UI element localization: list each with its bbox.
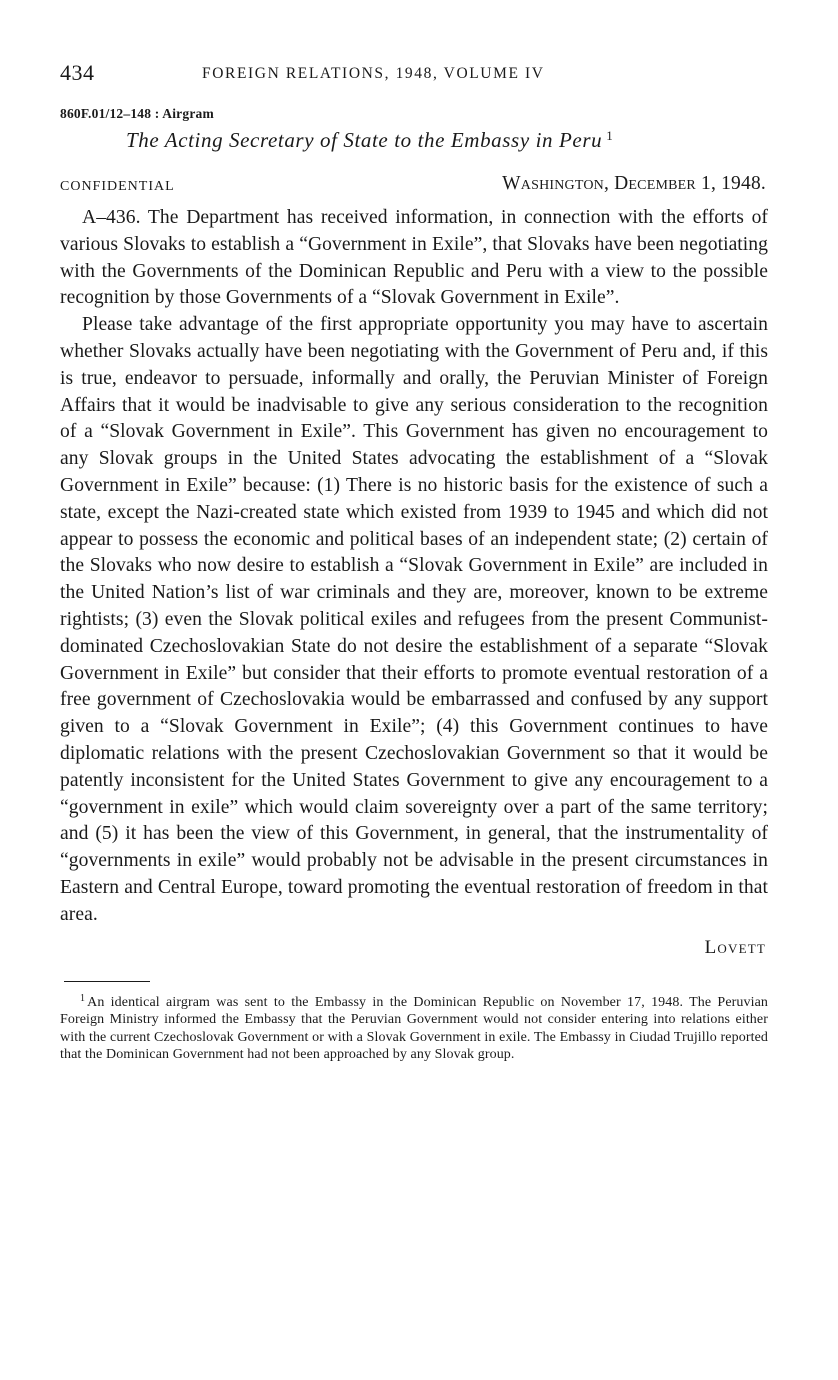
document-page (60, 60, 768, 1064)
document-title (60, 128, 768, 153)
paragraph-1: A–436. The Department has received information, in connection with the efforts of various Slovaks to establish a “Government in Exile”, that Slovaks have been negotiating with the Governments of the Dominican Republic and Peru with a view to the possible recognition by those Governments of a “Slovak Government in Exile”. (60, 207, 768, 309)
classification-label: CONFIDENTIAL (60, 179, 175, 194)
paragraph-2: Please take advantage of the first appropriate opportunity you may have to ascertain whether Slovaks actually have been negotiating with the Government of Peru and, if this is true, endeavor to persuade, informally and orally, the Peruvian Minister of Foreign Affairs that it would be inadvisable to give any serious consideration to the recognition of a “Slovak Government in Exile”. This Government has given no encouragement to any Slovak groups in the United States advocating the establishment of a “Slovak Government in Exile” because: (1) There is no historic basis for the existence of such a state, except the Nazi-created state which existed from 1939 to 1945 and which did not appear to possess the economic and political bases of an independent state; (2) certain of the Slovaks who now desire to establish a “Slovak Government in Exile” are included in the United Nation’s list of war criminals and they are, moreover, known to be extreme rightists; (3) even the Slovak political exiles and refugees from the present Communist-dominated Czechoslovakian State do not desire the establishment of a separate “Slovak Government in Exile” but consider that their efforts to promote eventual restoration of a free government of Czechoslovakia would be embarrassed and confused by any support given to a “Slovak Government in Exile”; (4) this Government continues to have diplomatic relations with the present Czechoslovakian Government so that it would be patently inconsistent for the United States Government to give any encouragement to a “government in exile” which would claim sovereignty over a part of the same territory; and (5) it has been the view of this Government, in general, that the instrumentality of “governments in exile” would probably not be advisable in the present circumstances in Eastern and Central Europe, toward promoting the eventual restoration of freedom in that area. (60, 314, 768, 925)
letter-body (60, 205, 768, 929)
footnote-marker: 1 (80, 992, 86, 1004)
footnote-divider (64, 981, 150, 982)
place-and-date: Washington, December 1, 1948. (502, 173, 766, 194)
page-number: 434 (60, 60, 95, 85)
document-title-text: The Acting Secretary of State to the Embassy in Peru (126, 128, 603, 152)
title-footnote-marker: 1 (606, 128, 614, 143)
dateline (60, 173, 768, 203)
running-head (60, 60, 768, 94)
file-reference: 860F.01/12–148 : Airgram (60, 106, 214, 121)
signature: Lovett (704, 936, 766, 958)
footnote-text: An identical airgram was sent to the Embassy in the Dominican Republic on November 17, 1948. The Peruvian Foreign Ministry informed the Embassy that the Peruvian Government would not consider entering into relations either with the current Czechoslovak Government or with a Slovak Government in exile. The Embassy in Ciudad Trujillo reported that the Dominican Government had not been approached by any Slovak group. (60, 994, 768, 1063)
running-title: FOREIGN RELATIONS, 1948, VOLUME IV (202, 65, 545, 82)
footnote (60, 990, 768, 1064)
